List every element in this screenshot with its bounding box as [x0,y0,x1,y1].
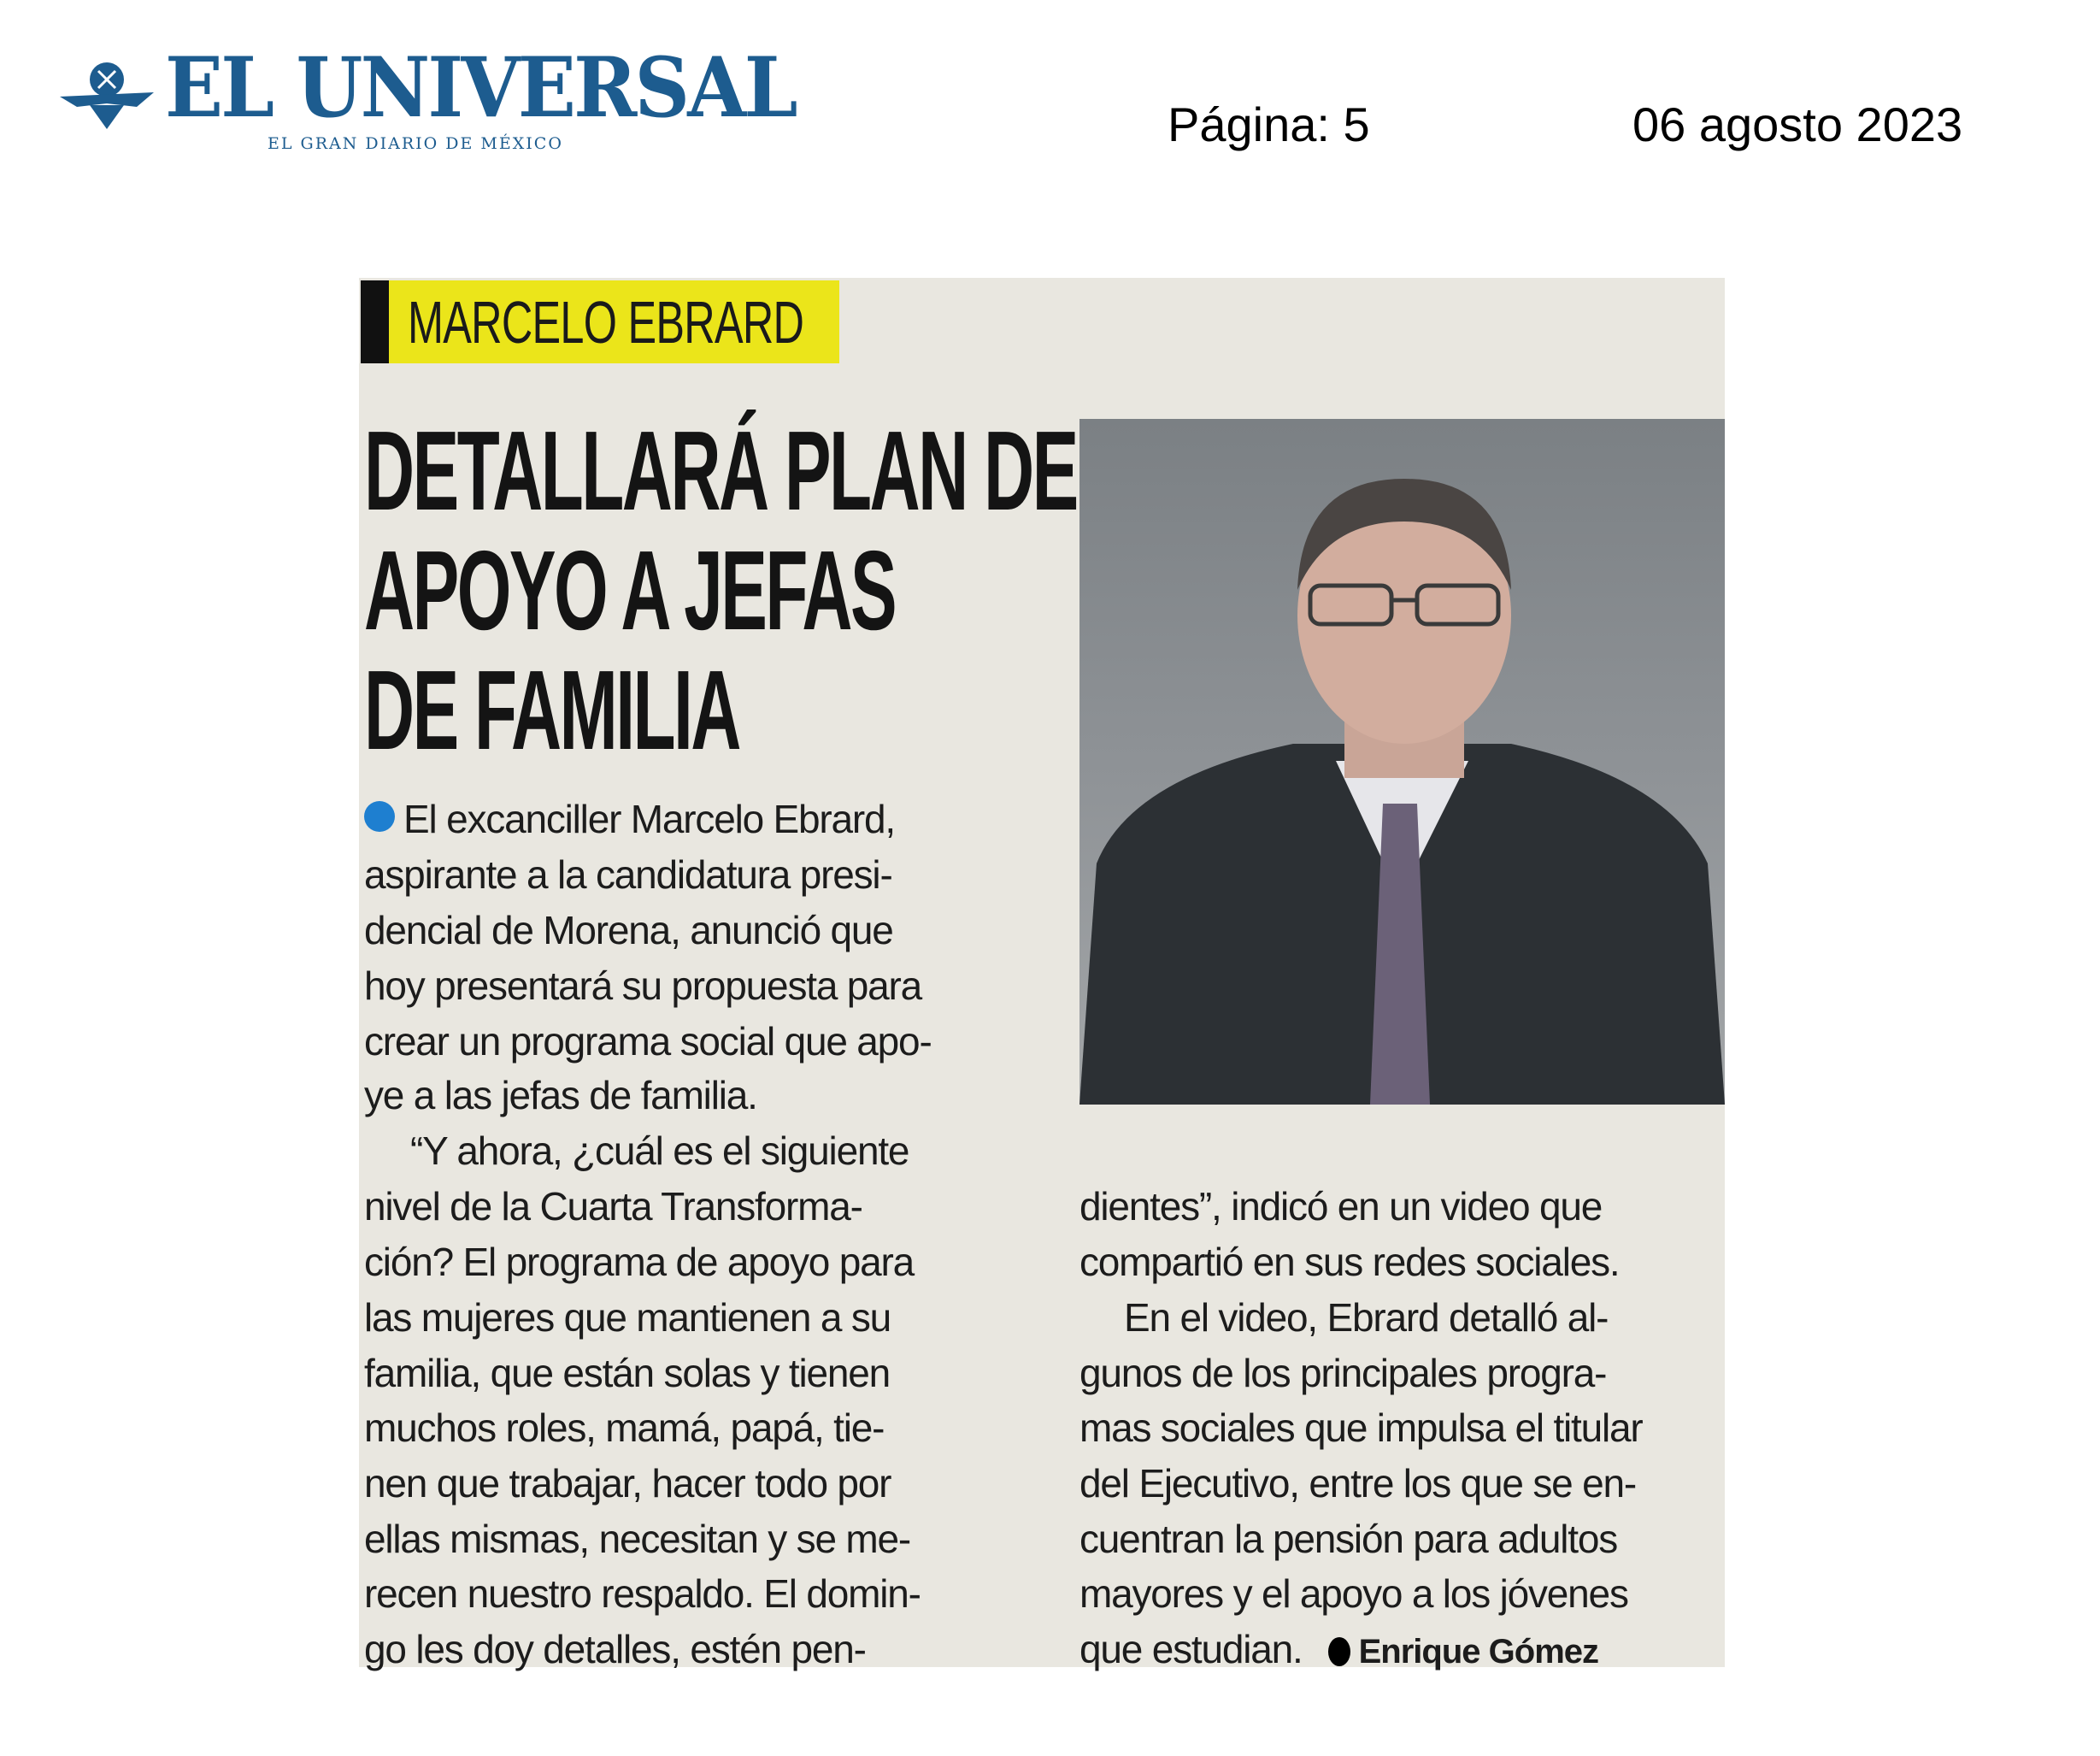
body-line: mayores y el apoyo a los jóvenes [1079,1571,1628,1616]
body-line: mas sociales que impulsa el titular [1079,1405,1643,1450]
body-line: nen que trabajar, hacer todo por [364,1461,891,1506]
article-photo [1079,419,1725,1105]
body-line: muchos roles, mamá, papá, tie- [364,1405,885,1450]
logo-text: EL UNIVERSAL [165,39,796,136]
article-clipping [359,278,1725,1671]
headline-line: DE FAMILIA [364,647,739,773]
body-line: ye a las jefas de familia. [364,1073,757,1117]
kicker-label [389,280,839,363]
byline-dot-icon [1328,1637,1350,1666]
body-line [1079,1629,1598,1669]
byline: Enrique Gómez [1358,1633,1599,1671]
body-line: ción? El programa de apoyo para [364,1240,915,1284]
page-number: Página: 5 [1168,97,1370,151]
body-line: las mujeres que mantienen a su [364,1295,891,1340]
body-line: gunos de los principales progra- [1079,1351,1607,1395]
body-line: familia, que están solas y tienen [364,1351,891,1395]
body-line-text: que estudian. [1079,1627,1303,1671]
newspaper-logo [56,39,796,158]
body-line: hoy presentará su propuesta para [364,963,922,1008]
body-line: dientes”, indicó en un video que [1079,1184,1603,1229]
body-line: del Ejecutivo, entre los que se en- [1079,1461,1636,1506]
body-line: aspirante a la candidatura presi- [364,852,892,897]
body-line: El excanciller Marcelo Ebrard, [403,797,896,841]
body-line: “Y ahora, ¿cuál es el siguiente [410,1128,909,1173]
body-line: En el video, Ebrard detalló al- [1124,1295,1609,1340]
kicker-bar [361,280,389,363]
body-line: compartió en sus redes sociales. [1079,1240,1620,1284]
body-line: nivel de la Cuarta Transforma- [364,1184,862,1229]
headline-line: APOYO A JEFAS [364,527,896,653]
body-line: cuentran la pensión para adultos [1079,1517,1618,1561]
kicker-text: MARCELO EBRARD [408,289,804,356]
body-line: crear un programa social que apo- [364,1019,932,1064]
lead-bullet-icon [364,801,395,832]
body-line: go les doy detalles, estén pen- [364,1627,866,1671]
logo-subtitle: EL GRAN DIARIO DE MÉXICO [268,134,563,153]
eagle-emblem-icon [56,54,158,131]
portrait-image [1079,419,1725,1105]
body-line: dencial de Morena, anunció que [364,908,893,952]
headline-line: DETALLARÁ PLAN DE [364,408,1077,533]
body-line: ellas mismas, necesitan y se me- [364,1517,911,1561]
body-line: recen nuestro respaldo. El domin- [364,1571,921,1616]
publication-date: 06 agosto 2023 [1632,97,1963,151]
